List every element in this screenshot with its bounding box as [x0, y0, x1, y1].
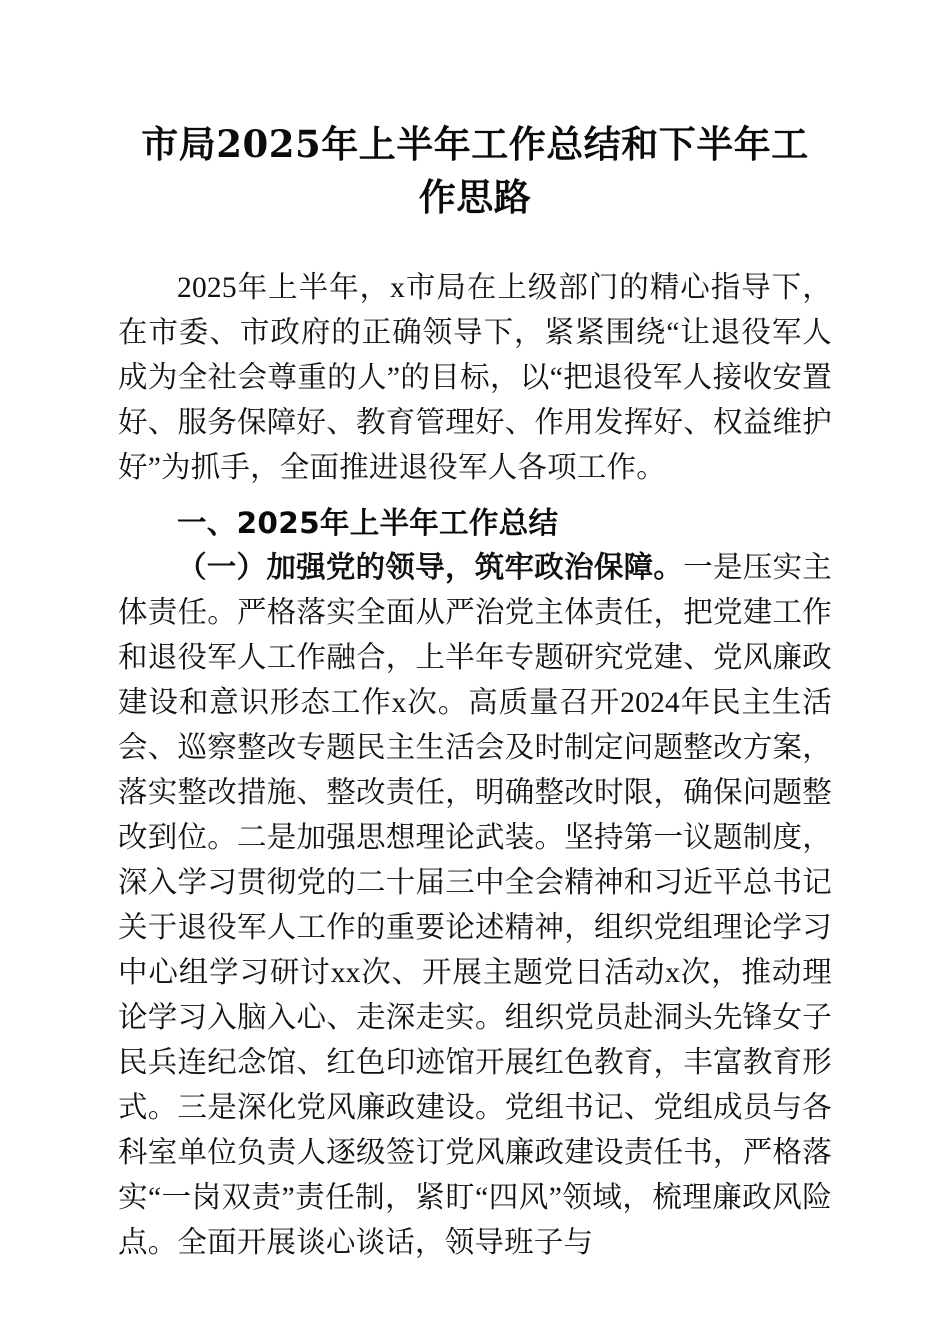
- section-heading-one: 一、2025年上半年工作总结: [177, 506, 559, 540]
- subsection-paragraph-one: [118, 546, 832, 1266]
- page-bottom-spacer: [118, 1266, 832, 1267]
- subsection-lead-label: （一）加强党的领导，筑牢政治保障。: [177, 552, 684, 584]
- page-title-text: 市局2025年上半年工作总结和下半年工作思路: [141, 122, 809, 219]
- intro-paragraph: 2025年上半年，x市局在上级部门的精心指导下，在市委、市政府的正确领导下，紧紧围绕“让退役军人成为全社会尊重的人”的目标，以“把退役军人接收安置好、服务保障好、教育管理好、作用发挥好、权益维护好”为抓手，全面推进退役军人各项工作。: [118, 272, 832, 484]
- subsection-body-text: 一是压实主体责任。严格落实全面从严治党主体责任，把党建工作和退役军人工作融合，上半年专题研究党建、党风廉政建设和意识形态工作x次。高质量召开2024年民主生活会、巡察整改专题民主生活会及时制定问题整改方案，落实整改措施、整改责任，明确整改时限，确保问题整改到位。二是加强思想理论武装。坚持第一议题制度，深入学习贯彻党的二十届三中全会精神和习近平总书记关于退役军人工作的重要论述精神，组织党组理论学习中心组学习研讨xx次、开展主题党日活动x次，推动理论学习入脑入心、走深走实。组织党员赴洞头先锋女子民兵连纪念馆、红色印迹馆开展红色教育，丰富教育形式。三是深化党风廉政建设。党组书记、党组成员与各科室单位负责人逐级签订党风廉政建设责任书，严格落实“一岗双责”责任制，紧盯“四风”领域，梳理廉政风险点。全面开展谈心谈话，领导班子与: [118, 552, 832, 1259]
- page-title: [118, 118, 832, 224]
- document-content: [118, 118, 832, 1267]
